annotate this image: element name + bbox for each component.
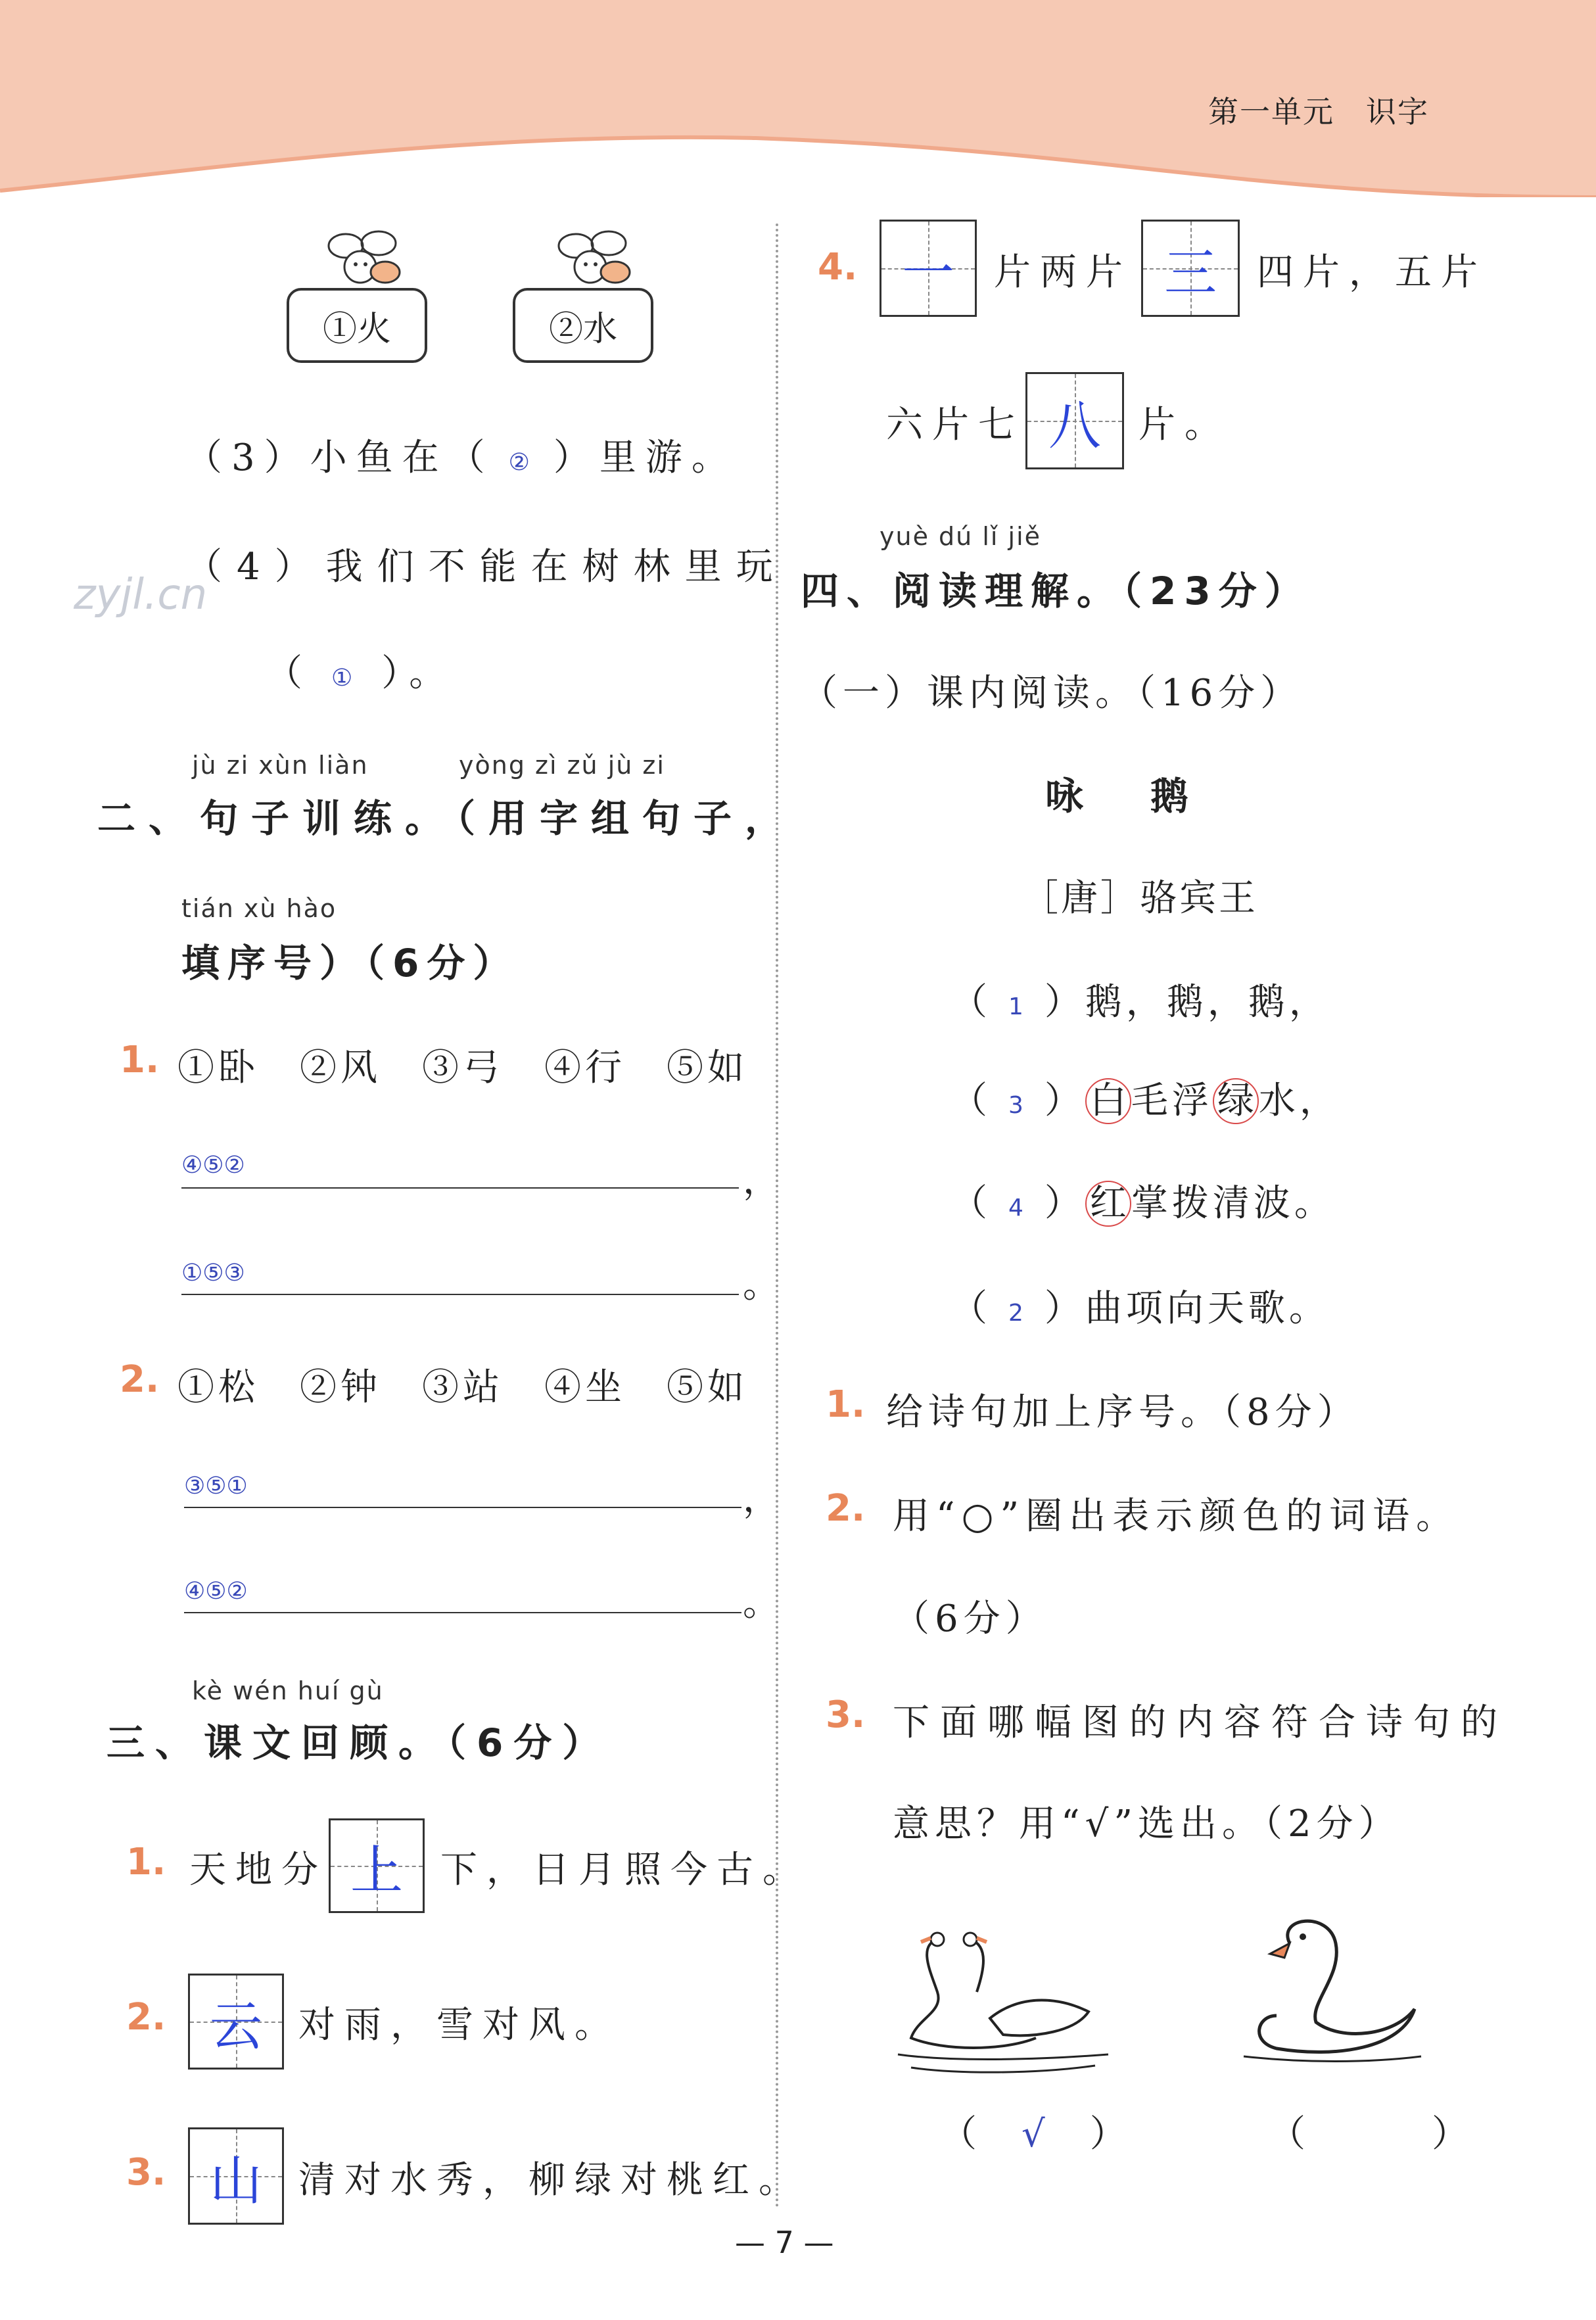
question-number: 2. [826,1487,866,1530]
answer-line [181,1294,739,1295]
question-number: 2. [120,1358,160,1401]
question-number: 1. [126,1841,166,1883]
answer-line [184,1507,741,1508]
question-4-answer: （ ① ）。 [266,652,456,695]
answer: ③⑤① [184,1473,248,1500]
answer: ② [508,449,539,476]
poem-title: 咏 鹅 [1045,774,1204,818]
bee-icon [550,226,642,292]
option-fire: ①火 [287,288,427,363]
word-options: ①松 ②钟 ③站 ④坐 ⑤如 [177,1366,748,1409]
question-number: 1. [826,1383,866,1426]
page-number: — 7 — [735,2225,834,2260]
pinyin: yuè dú lǐ jiě [880,522,1042,551]
answer-box: 八 [1025,372,1124,469]
poem-author: ［唐］骆宾王 [1021,877,1258,920]
section-2-title-cont: 填序号）（6分） [181,941,519,985]
poem-line-1: （ 1 ）鹅，鹅，鹅， [951,981,1330,1024]
picture-answer-1: （ √ ） [940,2113,1131,2156]
poem-line-4: （ 2 ）曲项向天歌。 [951,1287,1330,1330]
answer-line [181,1187,739,1189]
section-2-title: 二、句子训练。（用字组句子， [97,796,797,841]
answer-box: 山 [188,2127,284,2225]
answer-box: 云 [188,1974,284,2070]
answer: ④⑤② [181,1152,245,1179]
picture-answer-2: （ ） [1269,2113,1472,2156]
answer-box: 一 [880,220,977,317]
watermark: zyjl.cn [74,571,208,619]
pinyin: kè wén huí gù [192,1676,384,1705]
swan-picture [1237,1910,1428,2068]
poem-line-2: （ 3 ） 白 毛浮 绿 水， [951,1072,1340,1124]
bee-icon [319,226,411,292]
circled-color-word: 白 [1085,1078,1131,1124]
subsection-title: （一）课内阅读。（16分） [801,672,1303,715]
pinyin: yòng zì zǔ jù zi [459,751,665,780]
question-number: 2. [126,1996,166,2039]
column-divider [776,224,778,2209]
answer: ① [331,665,362,692]
pinyin: tián xù hào [181,894,337,923]
question-number: 4. [818,246,858,289]
word-options: ①卧 ②风 ③弓 ④行 ⑤如 [177,1047,748,1089]
question-number: 3. [826,1693,866,1736]
circled-color-word: 红 [1085,1181,1131,1227]
unit-title: 第一单元 识字 [1208,94,1429,130]
question-3: （3）小鱼在（ ② ）里游。 [185,437,738,479]
question-number: 1. [120,1039,160,1081]
poem-line-3: （ 4 ） 红 掌拨清波。 [951,1174,1335,1227]
circled-color-word: 绿 [1213,1078,1259,1124]
question-4: （4）我们不能在树林里玩 [185,546,787,588]
pinyin: jù zi xùn liàn [192,751,369,780]
option-water: ②水 [513,288,653,363]
answer-box: 三 [1141,220,1240,317]
answer-line [184,1612,741,1613]
answer-box: 上 [329,1818,425,1913]
section-4-title: 四、阅读理解。（23分） [801,569,1311,613]
swans-picture [891,1920,1121,2077]
section-3-title: 三、课文回顾。（6分） [106,1720,611,1765]
answer: ④⑤② [184,1578,248,1605]
answer: ①⑤③ [181,1260,245,1287]
question-number: 3. [126,2151,166,2194]
